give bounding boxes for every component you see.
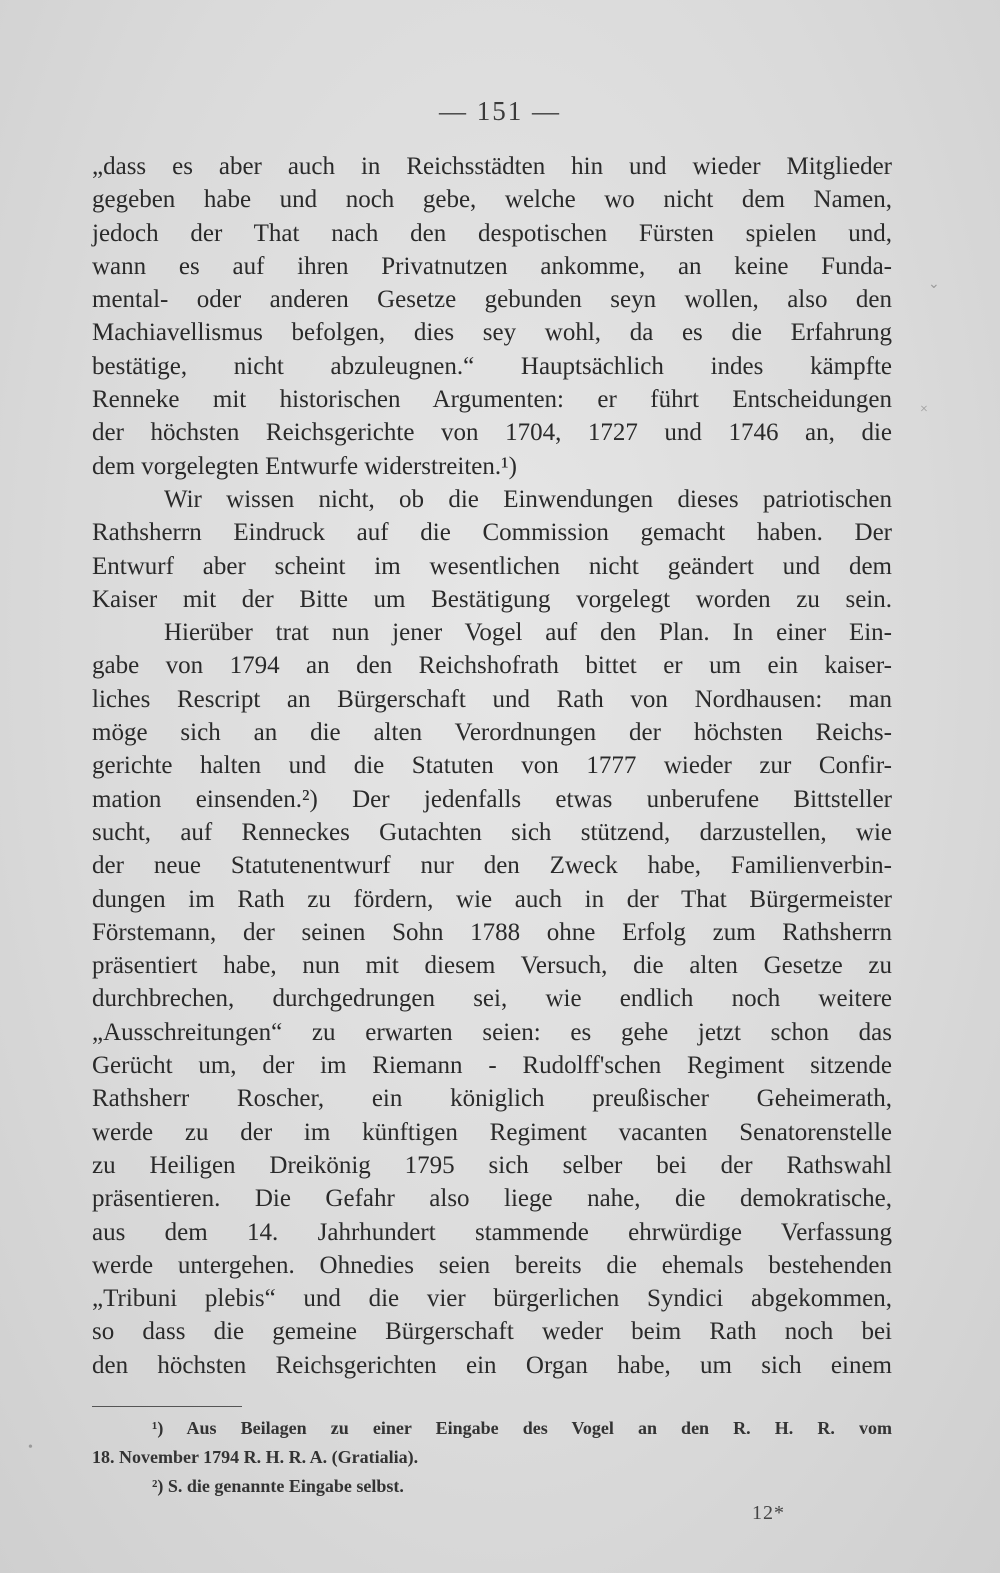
text-line: Gerücht um, der im Riemann - Rudolff'schen Regiment sitzende bbox=[92, 1052, 892, 1080]
margin-mark-icon: × bbox=[920, 402, 928, 417]
text-line: „Ausschreitungen“ zu erwarten seien: es gehe jetzt schon das bbox=[92, 1018, 892, 1046]
text-line: präsentieren. Die Gefahr also liege nahe, die demokratische, bbox=[92, 1185, 892, 1213]
text-line: dungen im Rath zu fördern, wie auch in der That Bürgermeister bbox=[92, 885, 892, 913]
text-line: jedoch der That nach den despotischen Fürsten spielen und, bbox=[92, 219, 892, 247]
text-line: der neue Statutenentwurf nur den Zweck habe, Familienverbin- bbox=[92, 852, 892, 880]
footnote-line: ¹) Aus Beilagen zu einer Eingabe des Vogel an den R. H. R. vom bbox=[152, 1418, 892, 1438]
text-line: werde untergehen. Ohnedies seien bereits die ehemals bestehenden bbox=[92, 1251, 892, 1279]
page-number: — 151 — bbox=[439, 96, 561, 126]
text-line: so dass die gemeine Bürgerschaft weder beim Rath noch bei bbox=[92, 1318, 892, 1346]
body-text bbox=[92, 150, 892, 1382]
text-line: gerichte halten und die Statuten von 1777 wieder zur Confir- bbox=[92, 752, 892, 780]
footnotes bbox=[92, 1414, 892, 1501]
text-line: der höchsten Reichsgerichte von 1704, 1727 und 1746 an, die bbox=[92, 419, 892, 447]
text-line: Kaiser mit der Bitte um Bestätigung vorgelegt worden zu sein. bbox=[92, 585, 892, 613]
text-line: liches Rescript an Bürgerschaft und Rath von Nordhausen: man bbox=[92, 685, 892, 713]
text-line: Entwurf aber scheint im wesentlichen nicht geändert und dem bbox=[92, 552, 892, 580]
text-line: zu Heiligen Dreikönig 1795 sich selber bei der Rathswahl bbox=[92, 1151, 892, 1179]
text-line: Rathsherr Roscher, ein königlich preußischer Geheimerath, bbox=[92, 1085, 892, 1113]
text-line: durchbrechen, durchgedrungen sei, wie endlich noch weitere bbox=[92, 985, 892, 1013]
text-line: dem vorgelegten Entwurfe widerstreiten.¹) bbox=[92, 452, 517, 480]
text-line: „dass es aber auch in Reichsstädten hin und wieder Mitglieder bbox=[92, 153, 892, 180]
text-line: Renneke mit historischen Argumenten: er führt Entscheidungen bbox=[92, 386, 892, 414]
text-line: Hierüber trat nun jener Vogel auf den Plan. In einer Ein- bbox=[164, 619, 892, 647]
text-line: Förstemann, der seinen Sohn 1788 ohne Erfolg zum Rathsherrn bbox=[92, 918, 892, 946]
text-line: möge sich an die alten Verordnungen der höchsten Reichs- bbox=[92, 719, 892, 747]
margin-dot-icon: • bbox=[28, 1440, 33, 1455]
text-line: Rathsherrn Eindruck auf die Commission gemacht haben. Der bbox=[92, 519, 892, 547]
text-line: aus dem 14. Jahrhundert stammende ehrwürdige Verfassung bbox=[92, 1218, 892, 1246]
text-line: sucht, auf Renneckes Gutachten sich stützend, darzustellen, wie bbox=[92, 818, 892, 846]
text-line: gegeben habe und noch gebe, welche wo nicht dem Namen, bbox=[92, 186, 892, 214]
footnote-divider bbox=[92, 1406, 242, 1407]
text-line: den höchsten Reichsgerichten ein Organ habe, um sich einem bbox=[92, 1351, 892, 1379]
text-line: „Tribuni plebis“ und die vier bürgerlichen Syndici abgekommen, bbox=[92, 1285, 892, 1313]
text-line: mation einsenden.²) Der jedenfalls etwas unberufene Bittsteller bbox=[92, 785, 892, 813]
text-line: bestätige, nicht abzuleugnen.“ Hauptsächlich indes kämpfte bbox=[92, 352, 892, 380]
footnote-line: ²) S. die genannte Eingabe selbst. bbox=[152, 1476, 404, 1496]
text-line: präsentiert habe, nun mit diesem Versuch, die alten Gesetze zu bbox=[92, 952, 892, 980]
text-line: Machiavellismus befolgen, dies sey wohl, da es die Erfahrung bbox=[92, 319, 892, 347]
text-line: gabe von 1794 an den Reichshofrath bittet er um ein kaiser- bbox=[92, 652, 892, 680]
printer-signature: 12* bbox=[752, 1502, 785, 1524]
margin-mark-icon: ⌄ bbox=[928, 277, 940, 292]
footnote-line: 18. November 1794 R. H. R. A. (Gratialia). bbox=[92, 1447, 419, 1467]
text-line: Wir wissen nicht, ob die Einwendungen dieses patriotischen bbox=[164, 485, 892, 513]
text-line: wann es auf ihren Privatnutzen ankomme, an keine Funda- bbox=[92, 252, 892, 280]
text-line: mental- oder anderen Gesetze gebunden seyn wollen, also den bbox=[92, 286, 892, 314]
text-line: werde zu der im künftigen Regiment vacanten Senatorenstelle bbox=[92, 1118, 892, 1146]
